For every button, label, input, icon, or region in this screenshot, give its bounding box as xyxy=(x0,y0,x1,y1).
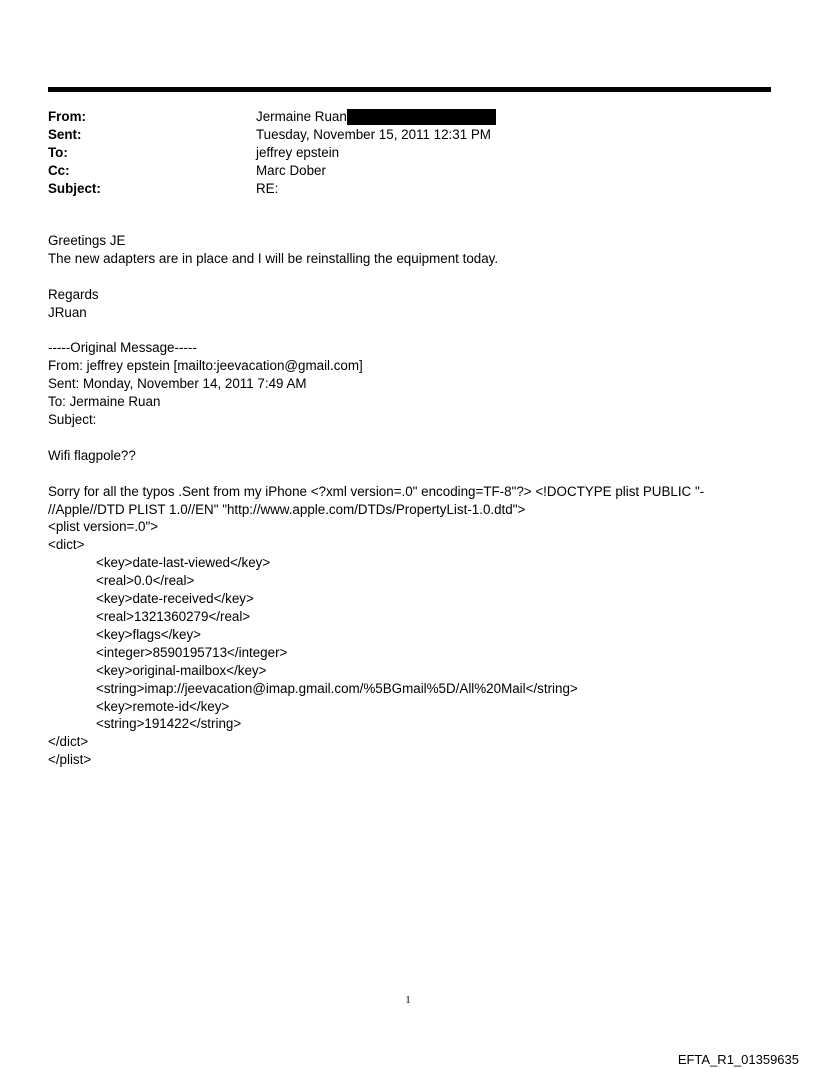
cc-value: Marc Dober xyxy=(256,163,326,178)
plist-line: <key>flags</key> xyxy=(96,626,201,642)
sorry-line-1: Sorry for all the typos .Sent from my iPhone <?xml version=.0" encoding=TF-8"?> <!DOCTYPE plist PUBLIC "- xyxy=(48,483,705,499)
original-from: From: jeffrey epstein [mailto:jeevacation@gmail.com] xyxy=(48,358,363,374)
spacer xyxy=(48,322,748,340)
plist-line: <real>0.0</real> xyxy=(96,573,195,589)
document-id: EFTA_R1_01359635 xyxy=(677,1052,799,1067)
dict-close: </dict> xyxy=(48,734,89,750)
email-body xyxy=(48,232,748,769)
original-subject: Subject: xyxy=(48,412,97,428)
sent-label: Sent: xyxy=(48,127,82,142)
page-number: 1 xyxy=(405,994,411,1006)
plist-line: <key>remote-id</key> xyxy=(96,698,230,714)
plist-line: <string>imap://jeevacation@imap.gmail.com/%5BGmail%5D/All%20Mail</string> xyxy=(96,680,578,696)
to-value: jeffrey epstein xyxy=(256,145,340,160)
redaction-block xyxy=(347,109,496,125)
spacer xyxy=(48,268,748,286)
plist-line: <real>1321360279</real> xyxy=(96,608,251,624)
subject-label: Subject: xyxy=(48,181,101,196)
original-to: To: Jermaine Ruan xyxy=(48,394,161,410)
plist-line: <key>date-received</key> xyxy=(96,591,254,607)
from-label: From: xyxy=(48,109,86,124)
reply-line: The new adapters are in place and I will be reinstalling the equipment today. xyxy=(48,250,499,266)
original-sent: Sent: Monday, November 14, 2011 7:49 AM xyxy=(48,376,307,392)
to-label: To: xyxy=(48,145,68,160)
subject-value: RE: xyxy=(256,181,279,196)
closing: Regards xyxy=(48,286,99,302)
spacer xyxy=(48,465,748,483)
signature: JRuan xyxy=(48,304,87,320)
sent-value: Tuesday, November 15, 2011 12:31 PM xyxy=(256,127,491,142)
spacer xyxy=(48,429,748,447)
header-rule xyxy=(48,87,771,92)
original-question: Wifi flagpole?? xyxy=(48,447,136,463)
original-separator: -----Original Message----- xyxy=(48,340,197,356)
greeting: Greetings JE xyxy=(48,233,126,248)
plist-line: <key>original-mailbox</key> xyxy=(96,662,267,678)
from-name: Jermaine Ruan xyxy=(256,109,347,124)
dict-open: <dict> xyxy=(48,537,85,553)
sorry-line-2: //Apple//DTD PLIST 1.0//EN" "http://www.apple.com/DTDs/PropertyList-1.0.dtd"> xyxy=(48,501,526,517)
plist-open: <plist version=.0"> xyxy=(48,519,159,535)
from-value xyxy=(256,108,496,126)
cc-label: Cc: xyxy=(48,163,70,178)
plist-line: <integer>8590195713</integer> xyxy=(96,644,288,660)
plist-line: <string>191422</string> xyxy=(96,716,242,732)
plist-line: <key>date-last-viewed</key> xyxy=(96,555,271,571)
plist-close: </plist> xyxy=(48,752,92,768)
